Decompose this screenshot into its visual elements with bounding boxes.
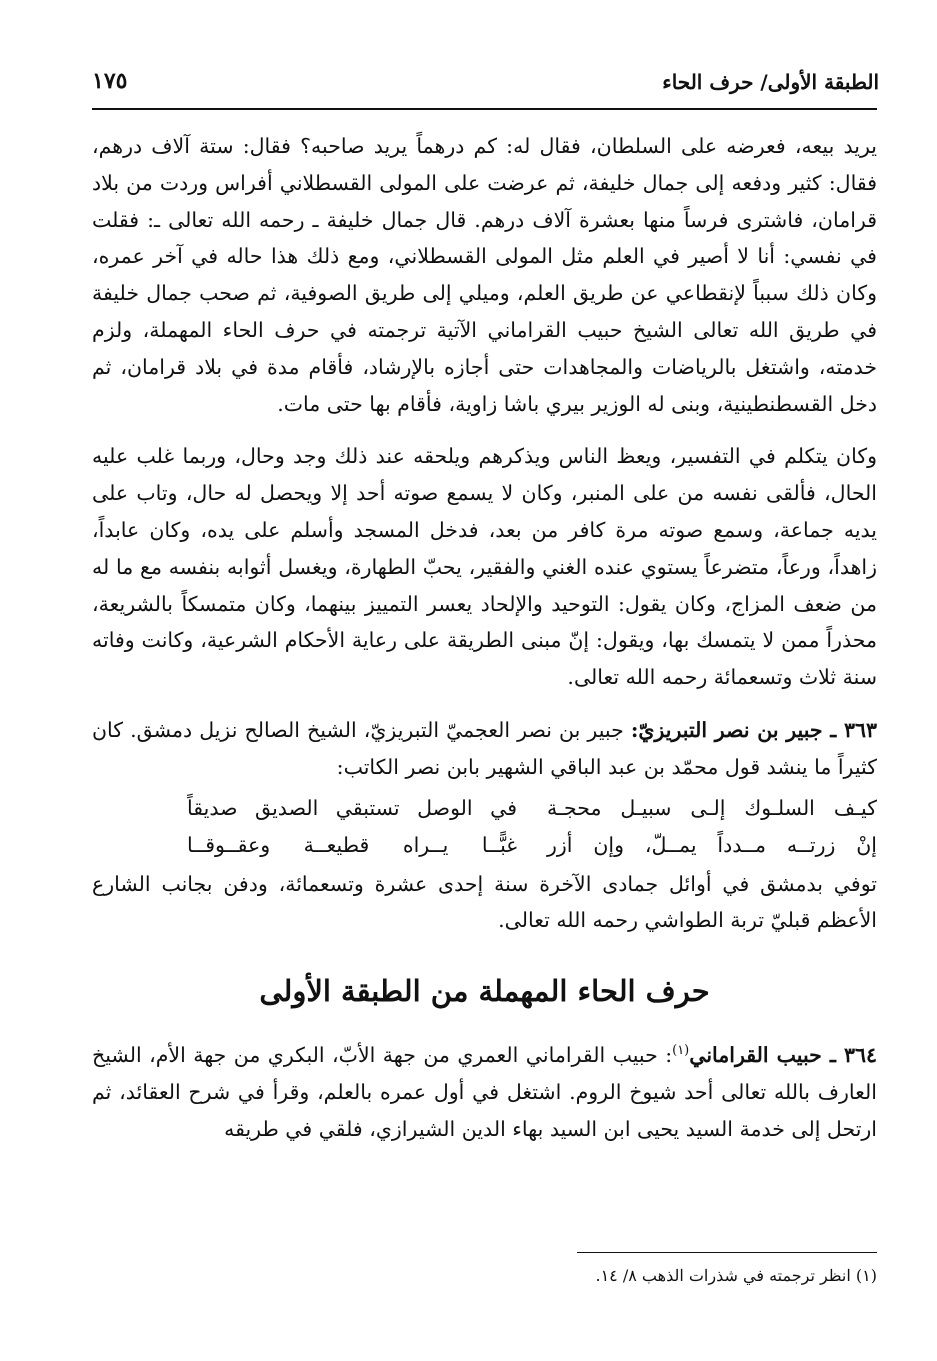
entry-363 [92,712,877,786]
verse-line [92,790,877,827]
verse-second-hemistich: غبًّــا يــراه قطيعــة وعقــوقــا [187,832,517,857]
entry-364 [92,1033,877,1147]
page-number: ١٧٥ [92,68,128,94]
poem [92,790,877,864]
footnote-rule [577,1252,877,1253]
page-header [92,62,879,110]
paragraph: وكان يتكلم في التفسير، ويعظ الناس ويذكرهم ويلحقه عند ذلك وجد وحال، وربما غلب عليه الحال، فألقى نفسه من على المنبر، وكان لا يسمع صوته أحد إلا ويحصل له حال، وتاب على يديه جماعة، وسمع صوته مرة كافر من بعد، فدخل المسجد وأسلم على يده، وكان عابداً، زاهداً، ورعاً، متضرعاً يستوي عنده الغني والفقير، يحبّ الطهارة، ويغسل أثوابه بنفسه مع ما له من ضعف المزاج، وكان يقول: التوحيد والإلحاد يعسر التمييز بينهما، وكان متمسكاً بالشريعة، محذراً ممن لا يتمسك بها، ويقول: إنّ مبنى الطريقة على رعاية الأحكام الشرعية، وكانت وفاته سنة ثلاث وتسعمائة رحمه الله تعالى. [92,444,877,690]
entry-364-heading: ٣٦٤ ـ حبيب القراماني [689,1042,877,1067]
header-rule [92,108,877,110]
entry-363-after: توفي بدمشق في أوائل جمادى الآخرة سنة إحدى عشرة وتسعمائة، ودفن بجانب الشارع الأعظم قبليّ تربة الطواشي رحمه الله تعالى. [92,871,877,933]
section-title: حرف الحاء المهملة من الطبقة الأولى [259,974,710,1009]
paragraph: يريد بيعه، فعرضه على السلطان، فقال له: كم درهماً يريد صاحبه؟ فقال: ستة آلاف درهم، فقال: كثير ودفعه إلى جمال خليفة، ثم عرضت على المولى القسطلاني أفراس وردت من بلاد قرامان، فاشترى فرساً منها بعشرة آلاف درهم. قال جمال خليفة ـ رحمه الله تعالى ـ: فقلت في نفسي: أنا لا أصير في العلم مثل المولى القسطلاني، ومع ذلك هذا حاله في آخر عمره، وكان ذلك سبباً لإنقطاعي عن طريق العلم، وميلي إلى طريق الصوفية، ثم صحب جمال خليفة في طريق الله تعالى الشيخ حبيب القراماني الآتية ترجمته في حرف الحاء المهملة، ولزم خدمته، واشتغل بالرياضات والمجاهدات حتى أجازه بالإرشاد، فأقام مدة في بلاد قرامان، ثم دخل القسطنطينية، وبنى له الوزير بيري باشا زاوية، فأقام بها حتى مات. [92,134,877,416]
entry-364-text: : حبيب القراماني العمري من جهة الأبّ، البكري من جهة الأم، الشيخ العارف بالله تعالى أحد شيوخ الروم. اشتغل في أول عمره بالعلم، وقرأ في شرح العقائد، ثم ارتحل إلى خدمة السيد يحيى ابن السيد بهاء الدين الشيرازي، فلقي في طريقه [92,1042,877,1141]
verse-first-hemistich: كيـف السلـوك إلـى سبيـل محجـة [547,795,877,820]
footnote-ref: (١) [672,1043,690,1059]
entry-363-heading: ٣٦٣ ـ جبير بن نصر التبريزيّ: [630,717,877,742]
verse-second-hemistich: في الوصل تستبقي الصديق صديقاً [187,795,517,820]
entry-363-text: جبير بن نصر العجميّ التبريزيّ، الشيخ الصالح نزيل دمشق. كان كثيراً ما ينشد قول محمّد بن عبد الباقي الشهير بابن نصر الكاتب: [92,717,877,779]
footnote: (١) انظر ترجمته في شذرات الذهب ٨/ ١٤. [595,1266,877,1285]
running-title: الطبقة الأولى/ حرف الحاء [662,70,879,94]
verse-line [92,827,877,864]
verse-first-hemistich: إنْ زرتــه مــدداً يمــلّ، وإن أزر [547,832,877,857]
page-body [92,128,877,1147]
